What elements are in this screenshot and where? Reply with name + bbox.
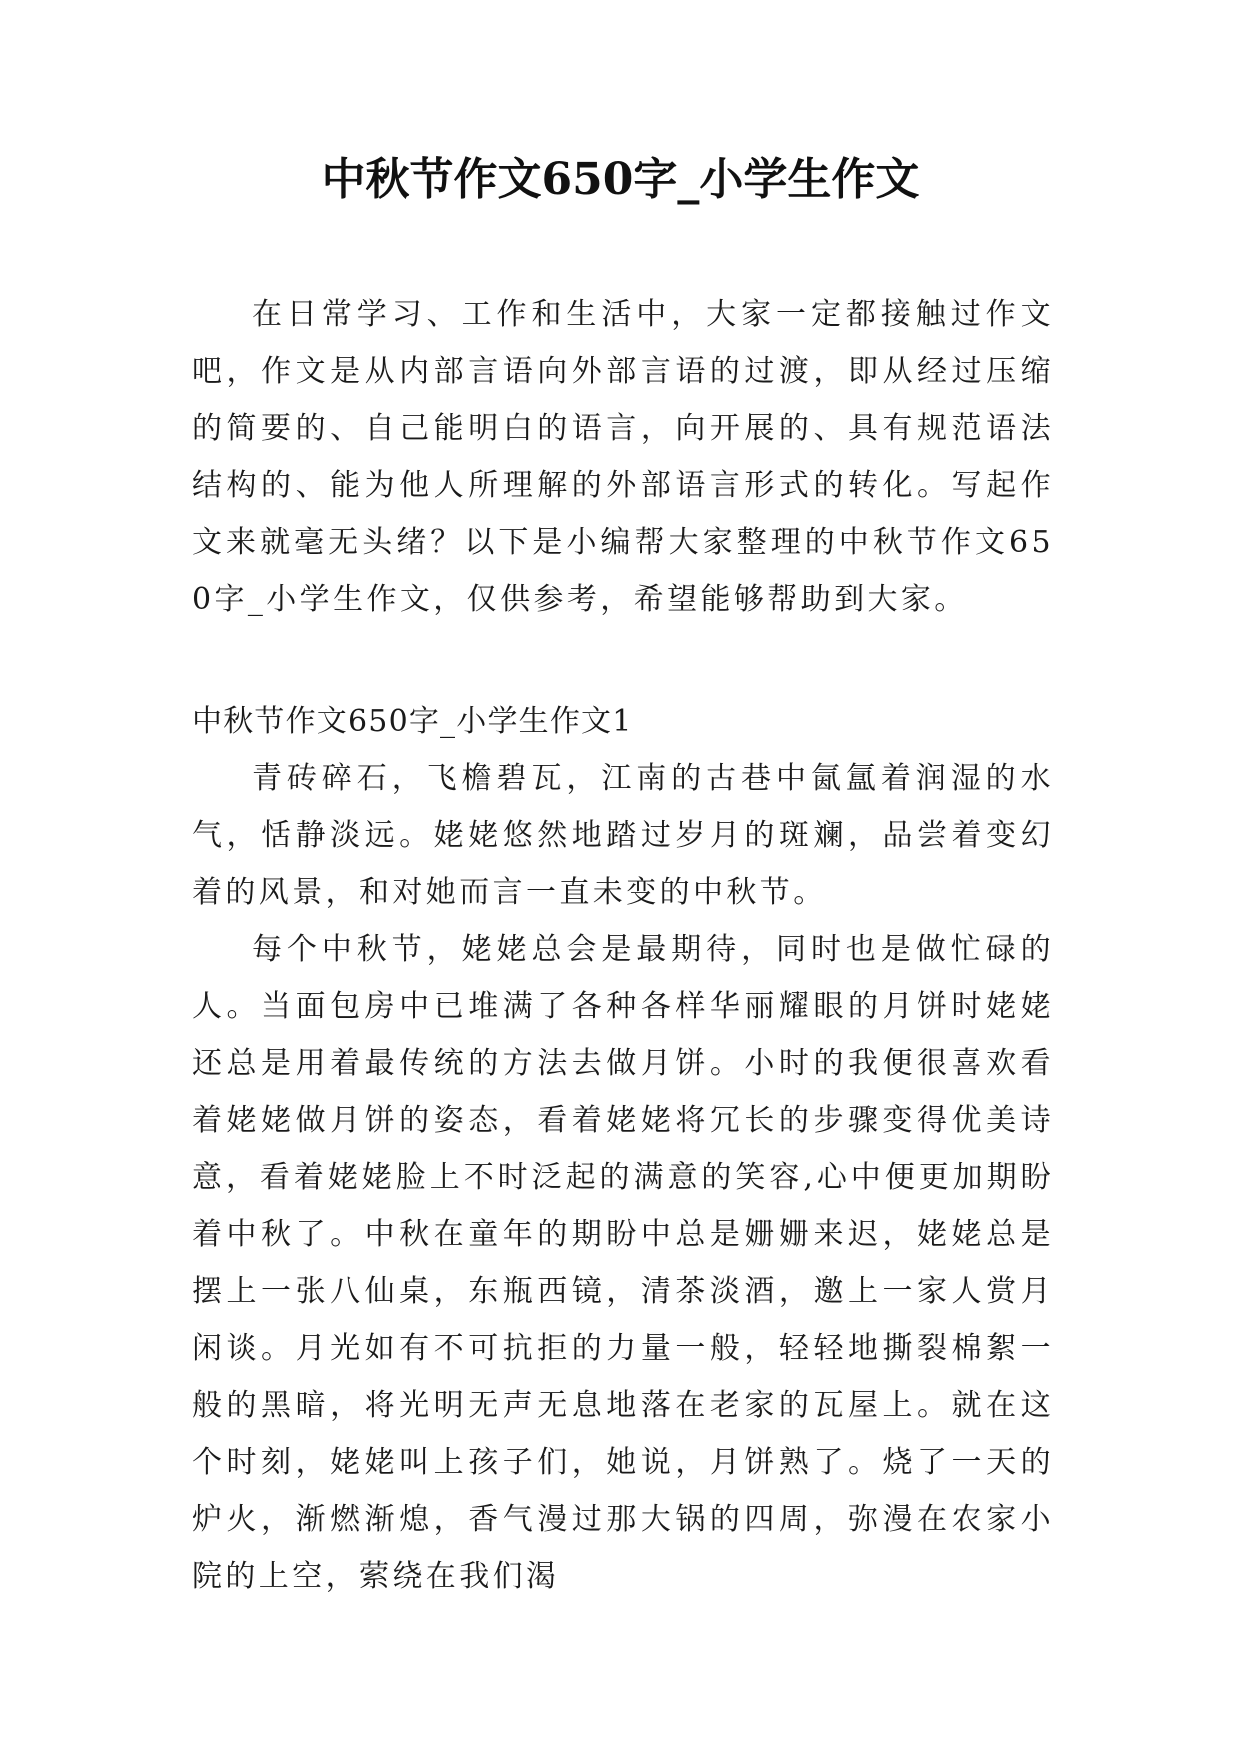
essay-paragraph-2: 每个中秋节，姥姥总会是最期待，同时也是做忙碌的人。当面包房中已堆满了各种各样华丽耀眼的月饼时姥姥还总是用着最传统的方法去做月饼。小时的我便很喜欢看着姥姥做月饼的姿态，看着姥姥将冗长的步骤变得优美诗意，看着姥姥脸上不时泛起的满意的笑容,心中便更加期盼着中秋了。中秋在童年的期盼中总是姗姗来迟，姥姥总是摆上一张八仙桌，东瓶西镜，清茶淡酒，邀上一家人赏月闲谈。月光如有不可抗拒的力量一般，轻轻地撕裂棉絮一般的黑暗，将光明无声无息地落在老家的瓦屋上。就在这个时刻，姥姥叫上孩子们，她说，月饼熟了。烧了一天的炉火，渐燃渐熄，香气漫过那大锅的四周，弥漫在农家小院的上空，萦绕在我们渴	[192, 932, 1054, 1594]
section-heading: 中秋节作文650字_小学生作文1	[192, 704, 633, 739]
document-title: 中秋节作文650字_小学生作文	[321, 154, 920, 205]
essay-body	[192, 750, 1054, 1605]
intro-paragraph: 在日常学习、工作和生活中，大家一定都接触过作文吧，作文是从内部言语向外部言语的过渡，即从经过压缩的简要的、自己能明白的语言，向开展的、具有规范语法结构的、能为他人所理解的外部语言形式的转化。写起作文来就毫无头绪？以下是小编帮大家整理的中秋节作文650字_小学生作文，仅供参考，希望能够帮助到大家。	[192, 297, 1054, 617]
intro-section	[192, 286, 1054, 628]
essay-paragraph-1: 青砖碎石，飞檐碧瓦，江南的古巷中氤氲着润湿的水气，恬静淡远。姥姥悠然地踏过岁月的斑斓，品尝着变幻着的风景，和对她而言一直未变的中秋节。	[192, 761, 1054, 910]
